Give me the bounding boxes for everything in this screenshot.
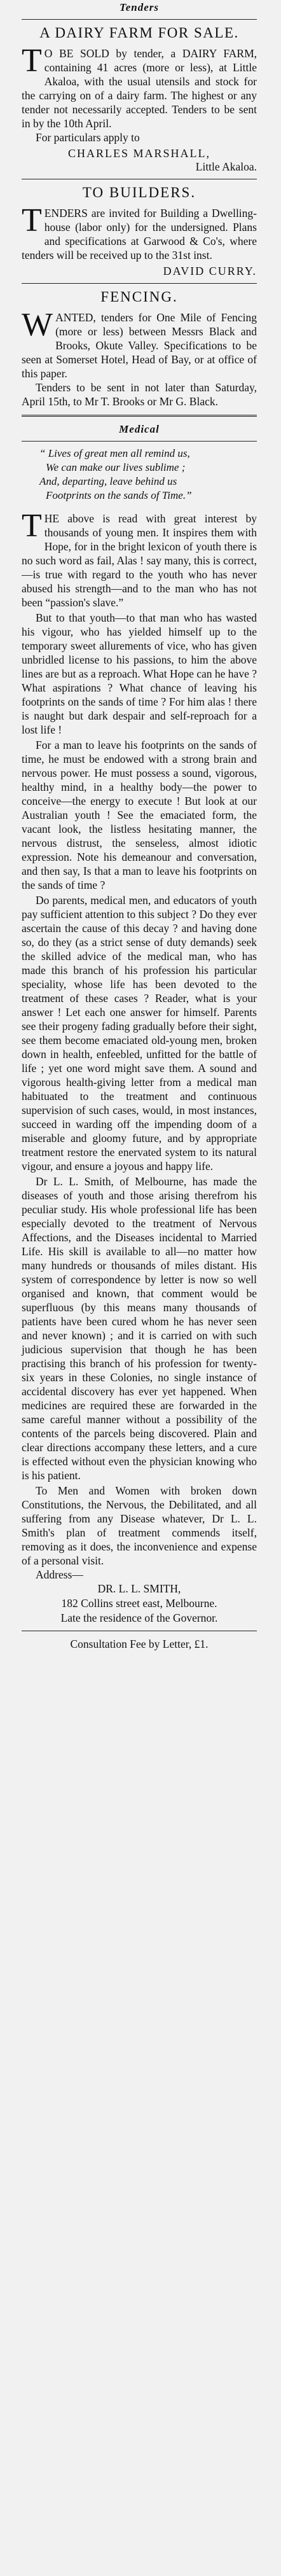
paragraph: THE above is read with great interest by thousands of young men. It inspires them with Hope, for in the bright lexicon of youth there is no such word as fail, Alas ! say many, this is correct,—is true with regard to the youth who has never abused his strength—and to the man who has not been “passion's slave.”	[22, 508, 257, 609]
poem-line: And, departing, leave behind us	[39, 475, 177, 487]
paragraph: Dr L. L. Smith, of Melbourne, has made the diseases of youth and those arising therefrom his peculiar study. His whole professional life has been especially devoted to the treatment of Nervous Affections, and the Diseases incidental to Married Life. His skill is available to all—no matter how many hundreds or thousands of miles distant. His system of correspondence by letter is now so well organised and known, that comment would be superfluous (by this means many thousands of patients have been cured whom he has never seen and never known) ; and it is carried on with such judicious supervision that though he has been practising this branch of his profession for twenty-six years in these Colonies, no single instance of accidental discovery has ever yet happened. When medicines are required these are forwarded in the same careful manner without a possibility of the contents of the parcels being discovered. Plain and clear directions accompany these letters, and a cure is effected without even the physician knowing who is his patient.	[22, 1175, 257, 1482]
medical-advertisement	[22, 508, 257, 1651]
residence-note: Late the residence of the Governor.	[60, 1612, 218, 1624]
section-heading-medical: Medical	[119, 423, 160, 435]
divider	[22, 19, 257, 20]
advertiser-name: CHARLES MARSHALL,	[67, 147, 211, 160]
ad-title: TO BUILDERS.	[82, 184, 196, 200]
poem-line: “ Lives of great men all remind us,	[39, 447, 190, 459]
paragraph: For a man to leave his footprints on the sands of time, he must be endowed with a strong brain and nervous power. He must possess a sound, vigorous, healthy mind, in a healthy body—the power to conceive—the energy to execute ! But look at our Australian youth ! See the emaciated form, the vacant look, the listless hesitating manner, the nervous distrust, the senseless, almost idiotic expression. Note his demeanour and conversation, and then say, Is that a man to leave his footprints on the sands of time ?	[22, 739, 257, 891]
ad-body: TENDERS are invited for Building a Dwelling-house (labor only) for the undersigned. Plans and specifications at Garwood & Co's, where tenders will be received up to the 31st inst.	[22, 202, 257, 261]
divider	[22, 283, 257, 284]
address-label: Address—	[36, 1568, 83, 1581]
poem-quote	[39, 447, 257, 503]
advertiser-name: DAVID CURRY.	[163, 265, 257, 277]
particulars-line: For particulars apply to	[36, 131, 140, 144]
ad-body: WANTED, tenders for One Mile of Fencing (more or less) between Messrs Black and Brooks, Okute Valley. Specifications to be seen at Somerset Hotel, Head of Bay, or at office of this paper.	[22, 307, 257, 380]
poem-line: We can make our lives sublime ;	[46, 461, 186, 473]
drop-cap: W	[22, 307, 53, 343]
paragraph: Do parents, medical men, and educators of youth pay sufficient attention to this subject ? Do they ever ascertain the cause of this decay ? and having done so, do they (as a strict sense of duty demands) seek the skilled advice of the medical man, who has made this branch of his profession his particular speciality, whose life has been devoted to the treatment of these cases ? Reader, what is your answer ! Let each one answer for himself. Parents see their progeny fading gradually before their sight, see them become emaciated old-young men, broken down in health, enfeebled, unfitted for the battle of life ; yet one word might save them. A sound and vigorous health-giving letter from a medical man habituated to the treatment and continuous supervision of such cases, would, in most instances, succeed in warding off the impending doom of a miserable and gloomy future, and by appropriate treatment restore the enervated system to its natural vigour, and ensure a joyous and happy life.	[22, 894, 257, 1173]
drop-cap: T	[22, 202, 42, 239]
poem-line: Footprints on the sands of Time.”	[46, 489, 192, 501]
ad-title: A DAIRY FARM FOR SALE.	[39, 25, 239, 41]
builders-ad	[22, 184, 257, 278]
ad-title: FENCING.	[100, 289, 178, 305]
fencing-ad	[22, 289, 257, 408]
dairy-farm-ad	[22, 25, 257, 174]
advertiser-place: Little Akaloa.	[195, 160, 257, 173]
ad-body: T O BE SOLD by tender, a DAIRY FARM, containing 41 acres (more or less), at Little Akaloa, with the usual utensils and stock for the carrying on of a dairy farm. The highest or any tender not necessarily accepted. Tenders to be sent in by the 10th April.	[22, 43, 257, 130]
paragraph: To Men and Women with broken down Constitutions, the Nervous, the Debilitated, and all suffering from any Disease whatever, Dr L. L. Smith's plan of treatment commends itself, removing as it does, the inconvenience and expense of a personal visit.	[22, 1484, 257, 1567]
drop-cap: T	[22, 508, 42, 544]
street-address: 182 Collins street east, Melbourne.	[61, 1597, 217, 1610]
divider	[22, 441, 257, 442]
divider	[22, 415, 257, 417]
doctor-name: DR. L. L. SMITH,	[97, 1582, 181, 1595]
drop-cap: T	[22, 43, 42, 79]
consultation-fee: Consultation Fee by Letter, £1.	[70, 1638, 209, 1650]
ad-body-continued: Tenders to be sent in not later than Saturday, April 15th, to Mr T. Brooks or Mr G. Black.	[22, 381, 257, 408]
section-heading-tenders: Tenders	[119, 1, 160, 13]
paragraph: But to that youth—to that man who has wasted his vigour, who has yielded himself up to the temporary sweet allurements of vice, who has given unbridled license to his passions, to him the above lines are but as a reproach. What Hope can he have ? What aspirations ? What chance of leaving his footprints on the sands of time ? For him alas ! there is naught but dark despair and self-reproach for a lost life !	[22, 611, 257, 736]
